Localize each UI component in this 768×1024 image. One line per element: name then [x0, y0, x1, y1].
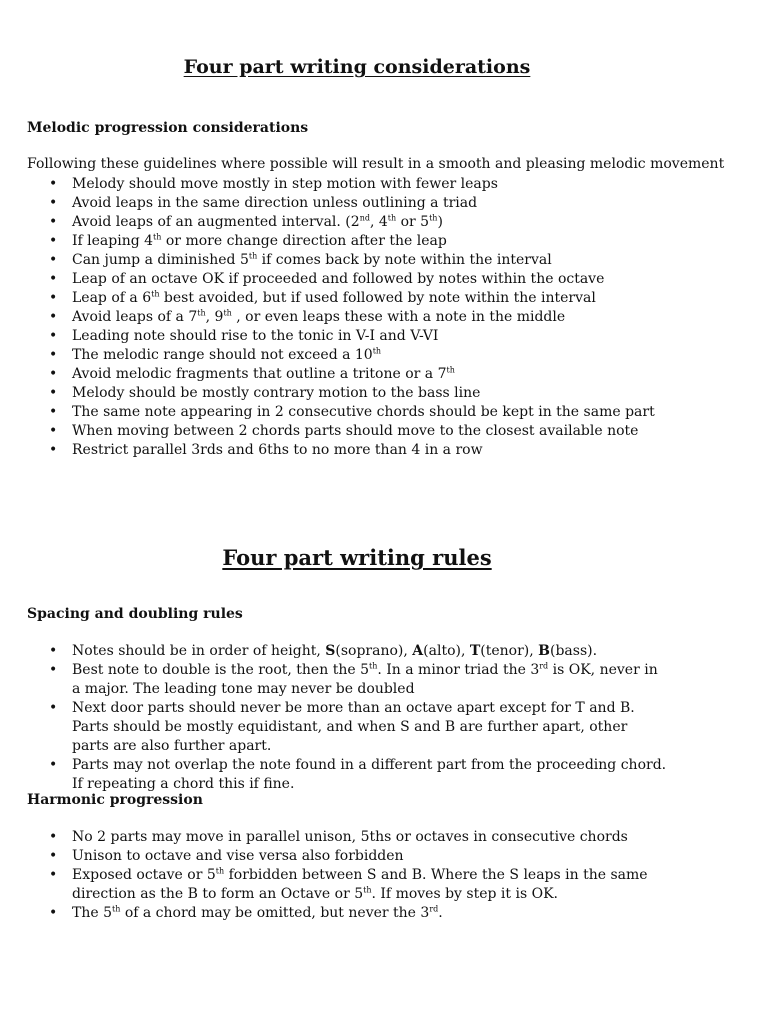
list-item: • Avoid leaps of a 7th, 9th , or even leaps these with a note in the middle — [27, 308, 655, 327]
list-item: • Melody should move mostly in step motion with fewer leaps — [27, 175, 655, 194]
list-item: • The same note appearing in 2 consecutive chords should be kept in the same part — [27, 403, 655, 422]
melodic-list — [27, 175, 655, 460]
list-item: • Leap of a 6th best avoided, but if used followed by note within the interval — [27, 289, 655, 308]
list-item: • Next door parts should never be more than an octave apart except for T and B. Parts should be mostly equidistant, and when S and B are further apart, other parts are also further apart. — [27, 699, 667, 756]
list-item: • Can jump a diminished 5th if comes back by note within the interval — [27, 251, 655, 270]
spacing-list — [27, 642, 667, 794]
list-item: • Leading note should rise to the tonic in V-I and V-VI — [27, 327, 655, 346]
list-item: • Unison to octave and vise versa also forbidden — [27, 847, 667, 866]
list-item: • Avoid leaps of an augmented interval. (2nd, 4th or 5th) — [27, 213, 655, 232]
harmonic-heading: Harmonic progression — [27, 792, 203, 808]
list-item: • If leaping 4th or more change direction after the leap — [27, 232, 655, 251]
list-item: • Avoid leaps in the same direction unless outlining a triad — [27, 194, 655, 213]
list-item: • When moving between 2 chords parts should move to the closest available note — [27, 422, 655, 441]
melodic-intro: Following these guidelines where possible will result in a smooth and pleasing melodic movement — [27, 156, 725, 172]
list-item: • Best note to double is the root, then the 5th. In a minor triad the 3rd is OK, never in a major. The leading tone may never be doubled — [27, 661, 667, 699]
list-item: • The melodic range should not exceed a 10th — [27, 346, 655, 365]
list-item: • Parts may not overlap the note found in a different part from the proceeding chord. If repeating a chord this if fine. — [27, 756, 667, 794]
considerations-title: Four part writing considerations — [183, 56, 531, 78]
list-item: • Avoid melodic fragments that outline a tritone or a 7th — [27, 365, 655, 384]
list-item: • Restrict parallel 3rds and 6ths to no more than 4 in a row — [27, 441, 655, 460]
list-item: • The 5th of a chord may be omitted, but never the 3rd. — [27, 904, 667, 923]
melodic-heading: Melodic progression considerations — [27, 120, 309, 136]
list-item: • Exposed octave or 5th forbidden between S and B. Where the S leaps in the same direction as the B to form an Octave or 5th. If moves by step it is OK. — [27, 866, 667, 904]
list-item: • Melody should be mostly contrary motion to the bass line — [27, 384, 655, 403]
list-item: • Leap of an octave OK if proceeded and followed by notes within the octave — [27, 270, 655, 289]
harmonic-list — [27, 828, 667, 923]
list-item: • No 2 parts may move in parallel unison, 5ths or octaves in consecutive chords — [27, 828, 667, 847]
rules-title: Four part writing rules — [222, 545, 492, 570]
spacing-heading: Spacing and doubling rules — [27, 606, 243, 622]
list-item: • Notes should be in order of height, S(soprano), A(alto), T(tenor), B(bass). — [27, 642, 667, 661]
